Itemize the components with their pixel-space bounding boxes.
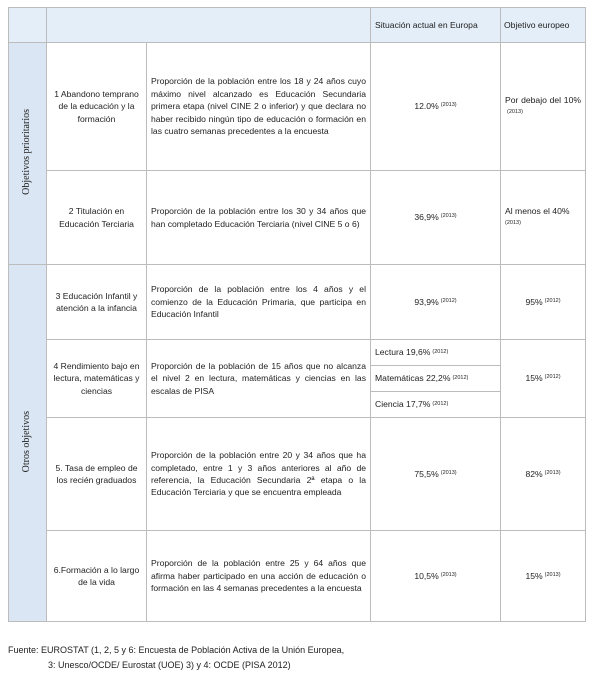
target-year: (2012): [544, 374, 561, 381]
description-cell: Proporción de la población entre 20 y 34 años que ha completado, entre 1 y 3 años anteriores al año de referencia, la Educación Secundaria 2ª etapa o la Educación Terciaria y que se encuentra empleada: [147, 418, 371, 531]
value-cell: [371, 418, 501, 531]
description-cell: Proporción de la población de 15 años que no alcanza el nivel 2 en lectura, matemáticas y ciencias en las escalas de PISA: [147, 340, 371, 418]
description-cell: Proporción de la población entre los 18 y 24 años cuyo máximo nivel alcanzado es Educación Secundaria primera etapa (nivel CINE 2 o inferior) y que declara no haber recibido ningún tipo de educación o formación en las cuatro semanas precedentes a la encuesta: [147, 43, 371, 171]
value-text: 10,5%: [414, 570, 439, 581]
description-cell: Proporción de la población entre 25 y 64 años que afirma haber participado en una acción de educación o formación en las 4 semanas precedentes a la encuesta: [147, 531, 371, 622]
table-row: [9, 340, 586, 418]
target-year: (2013): [544, 469, 561, 476]
subvalue-year: (2012): [432, 400, 449, 407]
target-year: (2013): [505, 219, 521, 226]
group-label: Objetivos prioritarios: [21, 108, 33, 195]
description-cell: Proporción de la población entre los 4 años y el comienzo de la Educación Primaria, que participa en Educación Infantil: [147, 265, 371, 340]
subvalue-matematicas: [371, 366, 500, 392]
footer-line-1: Fuente: EUROSTAT (1, 2, 5 y 6: Encuesta de Población Activa de la Unión Europea,: [8, 645, 345, 655]
table-row: [9, 43, 586, 171]
value-cell: [371, 171, 501, 265]
footer-line-2: 3: Unesco/OCDE/ Eurostat (UOE) 3) y 4: OCDE (PISA 2012): [48, 659, 291, 670]
table-row: [9, 418, 586, 531]
header-situacion: Situación actual en Europa: [371, 8, 501, 43]
subvalue-text: Ciencia 17,7%: [375, 399, 431, 410]
target-cell: [501, 171, 586, 265]
target-cell: [501, 531, 586, 622]
description-cell: Proporción de la población entre los 30 y 34 años que han completado Educación Terciaria (nivel CINE 5 o 6): [147, 171, 371, 265]
target-text: Al menos el 40%: [505, 206, 570, 217]
value-year: (2012): [440, 297, 457, 304]
value-year: (2013): [440, 469, 457, 476]
group-prioritarios: [9, 43, 47, 265]
subvalue-text: Matemáticas 22,2%: [375, 373, 451, 384]
header-empty-cell: [9, 8, 47, 43]
value-year: (2013): [440, 571, 457, 578]
target-text: 15%: [525, 373, 543, 384]
table-header-row: [9, 8, 586, 43]
source-footer: [8, 643, 344, 673]
target-year: (2012): [544, 297, 561, 304]
indicator-cell: 3 Educación Infantil y atención a la infancia: [47, 265, 147, 340]
subvalue-year: (2012): [452, 374, 469, 381]
value-cell: [371, 43, 501, 171]
value-cell: [371, 531, 501, 622]
value-year: (2013): [440, 213, 457, 220]
indicator-cell: 4 Rendimiento bajo en lectura, matemáticas y ciencias: [47, 340, 147, 418]
subvalue-ciencia: [371, 392, 500, 417]
target-year: (2013): [544, 571, 561, 578]
table-row: [9, 531, 586, 622]
indicator-cell: 6.Formación a lo largo de la vida: [47, 531, 147, 622]
subvalue-text: Lectura 19,6%: [375, 347, 431, 358]
value-text: 75,5%: [414, 468, 439, 479]
value-text: 93,9%: [414, 296, 439, 307]
indicator-cell: 2 Titulación en Educación Terciaria: [47, 171, 147, 265]
value-text: 36,9%: [414, 212, 439, 223]
education-indicators-table: [8, 7, 586, 622]
target-text: 15%: [525, 570, 543, 581]
group-otros: [9, 265, 47, 622]
target-cell: [501, 265, 586, 340]
subvalue-lectura: [371, 340, 500, 366]
indicator-cell: 1 Abandono temprano de la educación y la formación: [47, 43, 147, 171]
target-cell: [501, 340, 586, 418]
value-cell: [371, 265, 501, 340]
header-objetivo: Objetivo europeo: [501, 8, 586, 43]
value-text: 12.0%: [414, 101, 439, 112]
target-text: 95%: [525, 296, 543, 307]
table-row: [9, 171, 586, 265]
subvalue-year: (2012): [432, 348, 449, 355]
value-subcells: [371, 340, 501, 418]
target-text: 82%: [525, 468, 543, 479]
value-year: (2013): [440, 102, 457, 109]
indicator-cell: 5. Tasa de empleo de los recién graduados: [47, 418, 147, 531]
table-row: [9, 265, 586, 340]
target-cell: [501, 43, 586, 171]
target-cell: [501, 418, 586, 531]
target-year: (2013): [507, 108, 523, 115]
header-empty-cell: [47, 8, 371, 43]
group-label: Otros objetivos: [21, 410, 33, 472]
target-text: Por debajo del 10%: [505, 95, 581, 106]
